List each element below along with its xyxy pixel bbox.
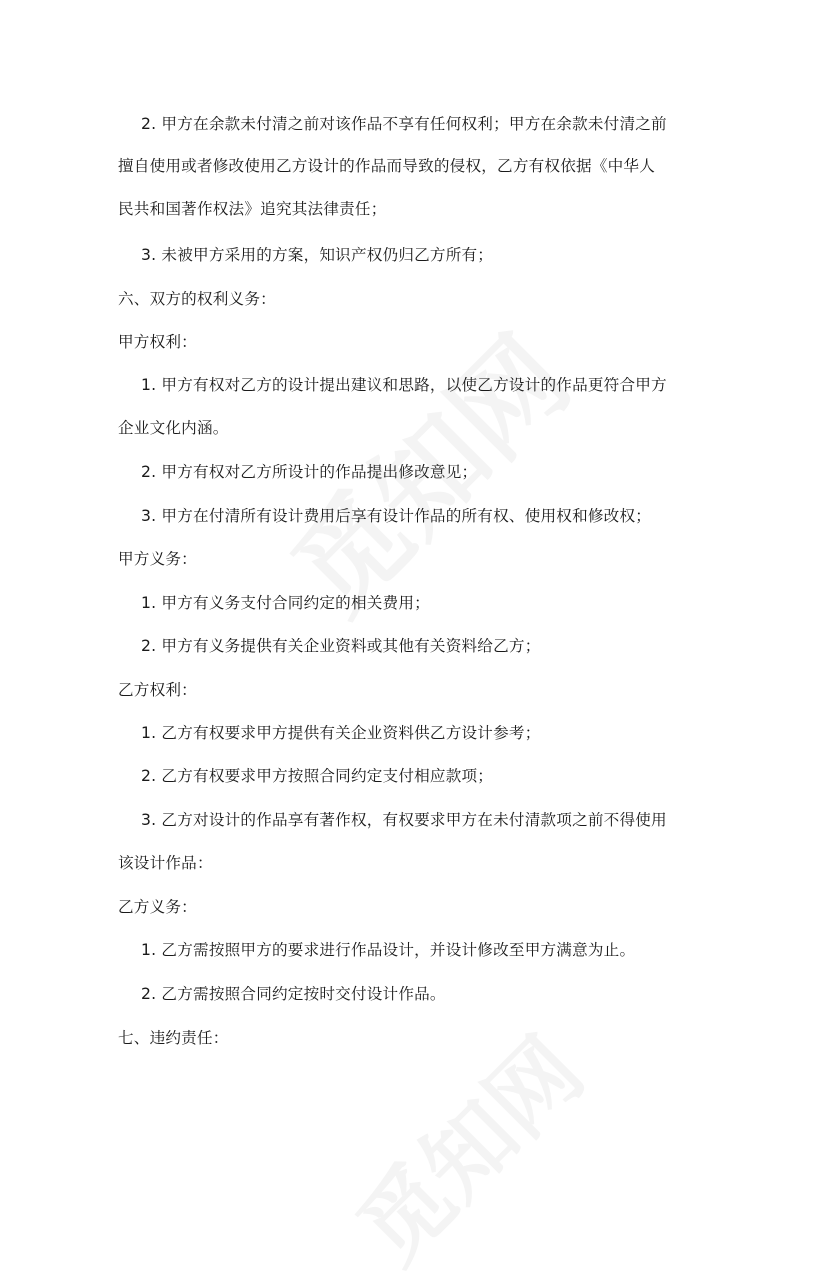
subheading: 乙方权利： xyxy=(118,681,197,699)
paragraph-line: 擅自使用或者修改使用乙方设计的作品而导致的侵权，乙方有权依据《中华人 xyxy=(118,157,655,175)
subheading: 甲方义务： xyxy=(118,550,197,568)
paragraph-line: 该设计作品： xyxy=(118,854,213,872)
paragraph-line: 2. 甲方有义务提供有关企业资料或其他有关资料给乙方； xyxy=(141,637,541,655)
paragraph-line: 1. 甲方有义务支付合同约定的相关费用； xyxy=(141,594,430,612)
paragraph-line: 3. 乙方对设计的作品享有著作权，有权要求甲方在未付清款项之前不得使用 xyxy=(141,811,667,829)
section-heading: 六、双方的权利义务： xyxy=(118,290,276,308)
section-heading: 七、违约责任： xyxy=(118,1029,229,1047)
paragraph-line: 2. 乙方有权要求甲方按照合同约定支付相应款项； xyxy=(141,767,494,785)
paragraph-line: 2. 甲方有权对乙方所设计的作品提出修改意见； xyxy=(141,463,478,481)
paragraph-line: 1. 甲方有权对乙方的设计提出建议和思路，以使乙方设计的作品更符合甲方 xyxy=(141,376,667,394)
paragraph-line: 2. 乙方需按照合同约定按时交付设计作品。 xyxy=(141,985,446,1003)
paragraph-line: 2. 甲方在余款未付清之前对该作品不享有任何权利；甲方在余款未付清之前 xyxy=(141,115,667,133)
paragraph-line: 3. 甲方在付清所有设计费用后享有设计作品的所有权、使用权和修改权； xyxy=(141,507,652,525)
paragraph-line: 民共和国著作权法》追究其法律责任； xyxy=(118,200,387,218)
watermark xyxy=(324,1004,607,1286)
paragraph-line: 3. 未被甲方采用的方案，知识产权仍归乙方所有； xyxy=(141,246,494,264)
subheading: 甲方权利： xyxy=(118,333,197,351)
paragraph-line: 1. 乙方有权要求甲方提供有关企业资料供乙方设计参考； xyxy=(141,724,541,742)
paragraph-line: 1. 乙方需按照甲方的要求进行作品设计，并设计修改至甲方满意为止。 xyxy=(141,941,636,959)
subheading: 乙方义务： xyxy=(118,898,197,916)
paragraph-line: 企业文化内涵。 xyxy=(118,419,229,437)
